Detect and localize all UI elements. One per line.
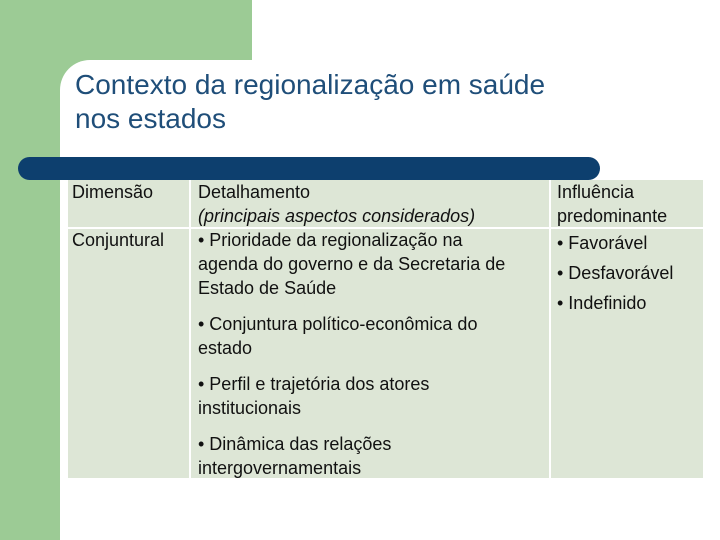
detail-item: • Dinâmica das relações intergovernamentais [198,434,392,478]
row-details [198,228,505,480]
influence-item: • Indefinido [557,293,647,313]
header-detail-subtitle: (principais aspectos considerados) [198,206,476,226]
slide-title-line1: Contexto da regionalização em saúde [75,69,546,100]
slide-title [75,68,695,136]
detail-item: • Perfil e trajetória dos atores institucionais [198,374,430,418]
detail-item: • Prioridade da regionalização na agenda do governo e da Secretaria de Estado de Saúde [198,230,506,298]
detail-item: • Conjuntura político-econômica do estado [198,314,478,358]
row-influences [557,228,673,318]
title-underline-bar [18,157,600,180]
influence-item: • Desfavorável [557,263,674,283]
column-divider [189,180,191,478]
header-dimension: Dimensão [72,182,154,202]
row-dimension: Conjuntural [72,230,165,250]
header-detail [198,180,475,228]
influence-item: • Favorável [557,233,648,253]
slide-title-line2: nos estados [75,103,226,134]
header-influence: Influência predominante [557,182,668,226]
column-divider [549,180,551,478]
header-detail-title: Detalhamento [198,182,311,202]
